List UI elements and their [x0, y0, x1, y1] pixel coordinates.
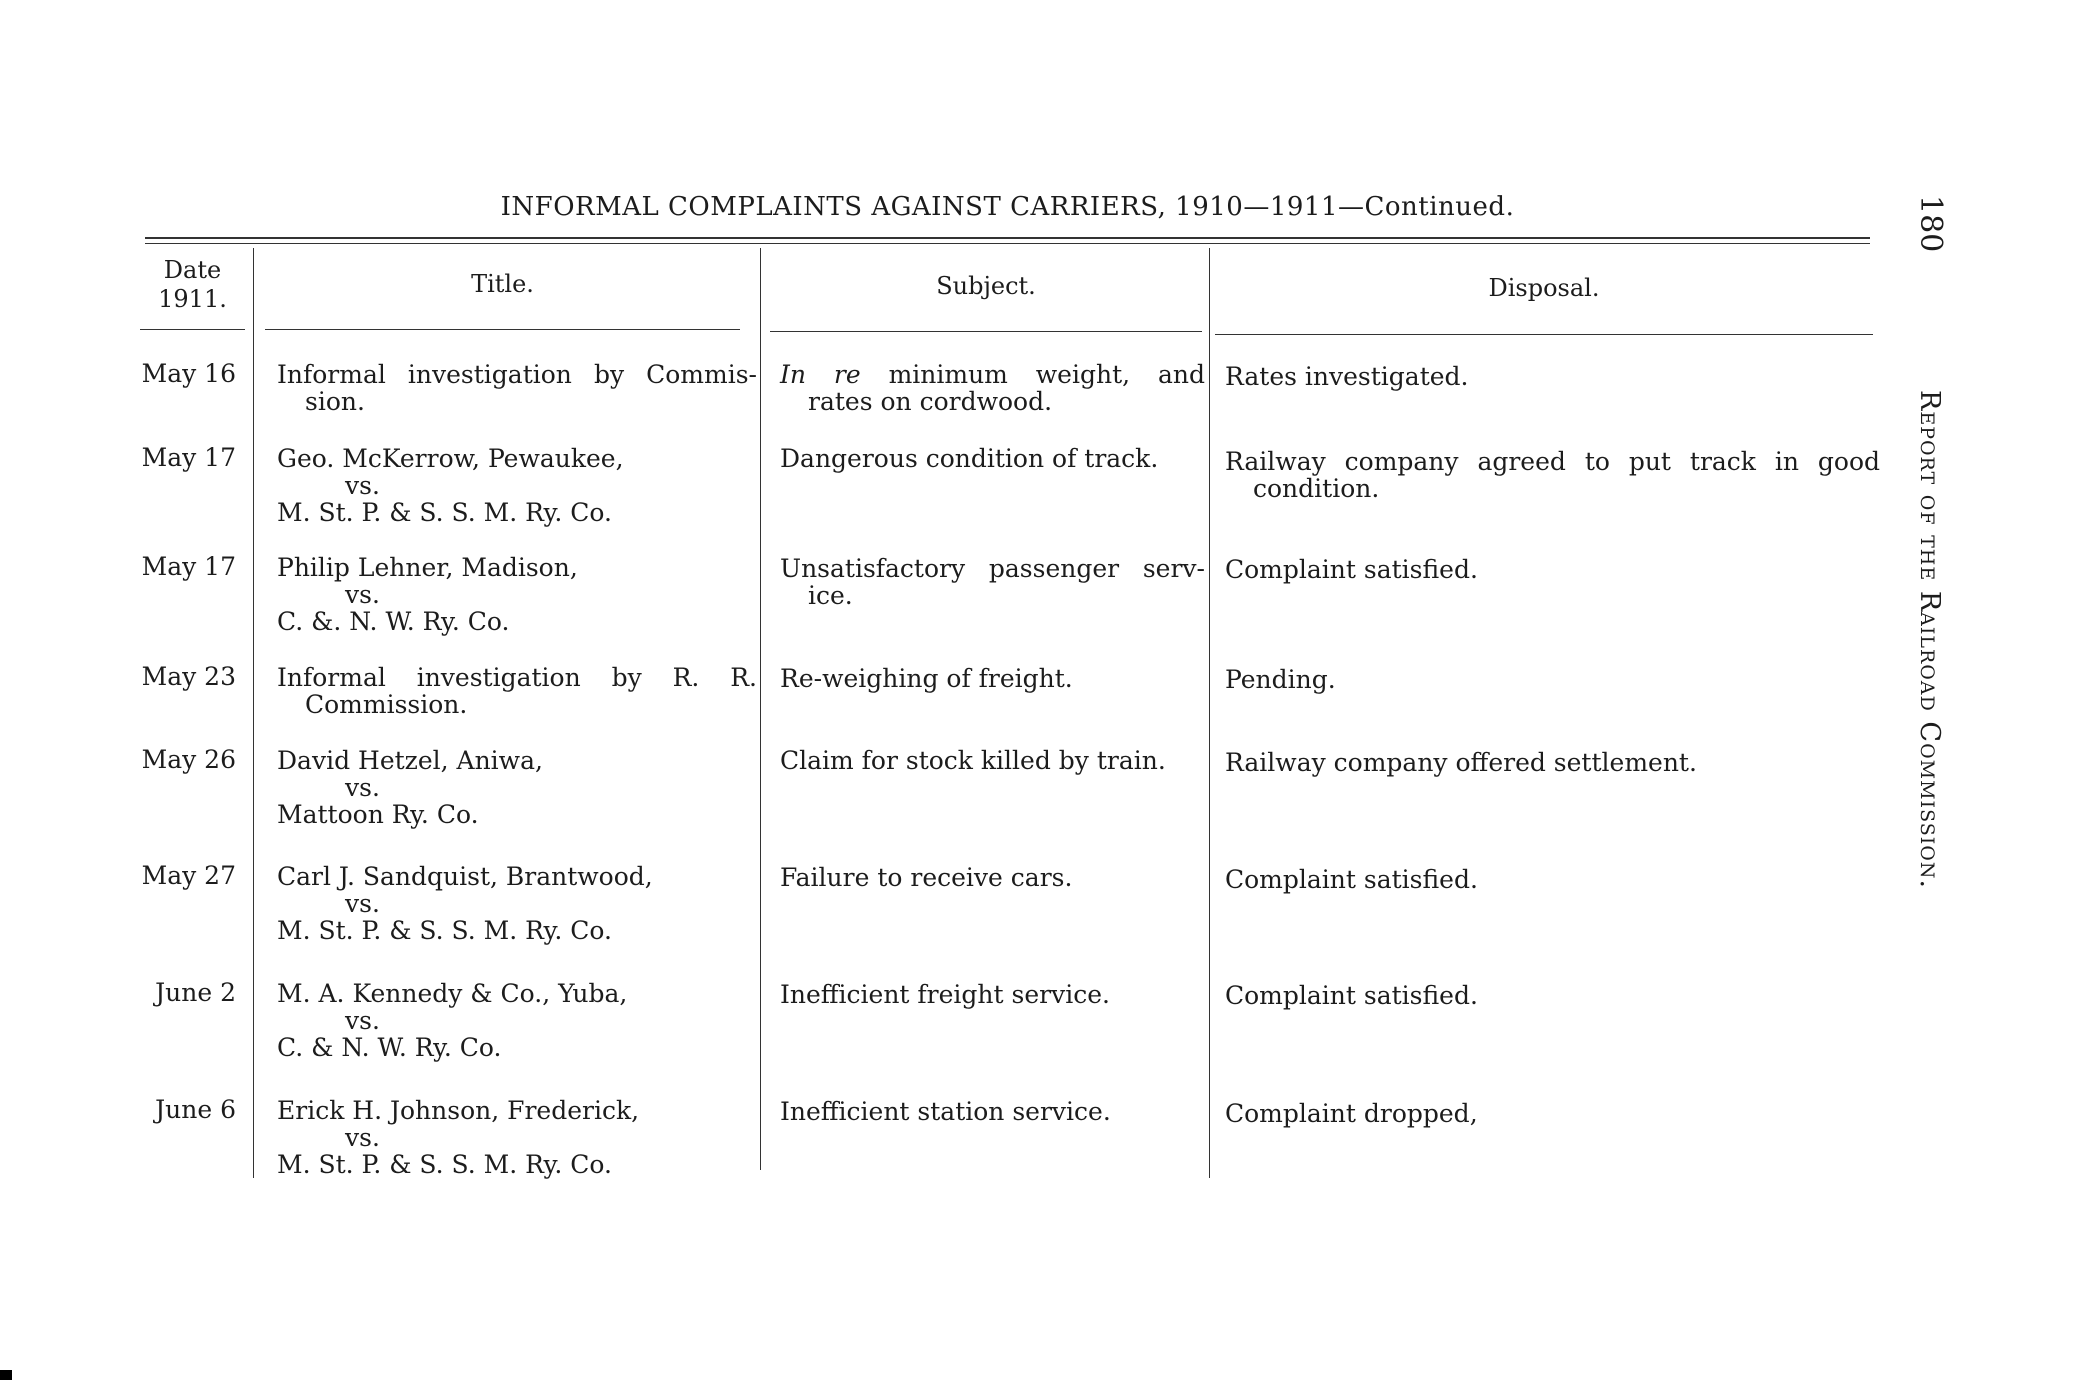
head-underline-subject — [770, 331, 1202, 332]
top-rule-thin — [145, 243, 1870, 244]
row-8-disposal — [1225, 1100, 1880, 1127]
row-1-subject-emphasis: In re — [780, 360, 861, 389]
row-3-title-line2: C. &. N. W. Ry. Co. — [277, 607, 510, 636]
row-6-subject-line1: Failure to receive cars. — [780, 863, 1073, 892]
row-7-title-vs: vs. — [345, 1006, 380, 1035]
row-7-disposal — [1225, 982, 1880, 1009]
row-3-subject-line2: ice. — [808, 581, 853, 610]
row-8-disposal-line1: Complaint dropped, — [1225, 1099, 1478, 1128]
row-5-subject-line1: Claim for stock killed by train. — [780, 746, 1166, 775]
row-4-disposal-line1: Pending. — [1225, 665, 1336, 694]
row-1-date: May 16 — [141, 359, 236, 388]
header-subject: Subject. — [936, 272, 1036, 300]
header-date — [140, 256, 245, 314]
row-2-title-line1: Geo. McKerrow, Pewaukee, — [277, 444, 624, 473]
row-2-subject — [780, 445, 1205, 472]
head-underline-title — [265, 329, 740, 330]
row-3-disposal — [1225, 556, 1880, 583]
row-8-date: June 6 — [155, 1095, 236, 1124]
row-1-subject — [780, 361, 1205, 415]
row-8-title-vs: vs. — [345, 1123, 380, 1152]
row-8-title — [277, 1097, 757, 1178]
page-number: 180 — [1913, 195, 1948, 253]
header-title: Title. — [471, 270, 534, 298]
row-4-subject — [780, 665, 1205, 692]
row-6-title — [277, 863, 757, 944]
row-6-date: May 27 — [141, 861, 236, 890]
row-2-disposal-line1: Railway company agreed to put track in good — [1225, 447, 1880, 476]
row-5-date: May 26 — [141, 745, 236, 774]
row-1-disposal-line1: Rates investigated. — [1225, 362, 1469, 391]
head-underline-date — [140, 329, 245, 330]
row-7-subject — [780, 981, 1205, 1008]
row-6-disposal — [1225, 866, 1880, 893]
col-rule-1 — [253, 248, 254, 1178]
row-2-disposal — [1225, 448, 1880, 502]
row-8-title-line1: Erick H. Johnson, Frederick, — [277, 1096, 640, 1125]
row-4-disposal — [1225, 666, 1880, 693]
row-2-title-vs: vs. — [345, 471, 380, 500]
row-5-title — [277, 747, 757, 828]
running-head: Report of the Railroad Commission. — [1914, 390, 1945, 890]
row-1-subject-line1-wrap — [780, 361, 1205, 388]
row-4-title — [277, 664, 757, 718]
row-1-title-line2: sion. — [305, 387, 365, 416]
page-title: INFORMAL COMPLAINTS AGAINST CARRIERS, 1910—1911—Continued. — [500, 192, 1515, 222]
row-1-title-line1: Informal investigation by Commis- — [277, 360, 757, 389]
row-5-title-line2: Mattoon Ry. Co. — [277, 800, 479, 829]
row-4-title-line2: Commission. — [305, 690, 468, 719]
head-underline-disposal — [1215, 334, 1873, 335]
row-1-subject-line1: minimum weight, and — [888, 360, 1205, 389]
row-6-title-line2: M. St. P. & S. S. M. Ry. Co. — [277, 916, 612, 945]
row-3-title-line1: Philip Lehner, Madison, — [277, 553, 578, 582]
col-rule-3 — [1209, 248, 1210, 1178]
row-7-subject-line1: Inefficient freight service. — [780, 980, 1110, 1009]
row-7-date: June 2 — [155, 978, 236, 1007]
row-5-disposal — [1225, 749, 1880, 776]
row-5-title-line1: David Hetzel, Aniwa, — [277, 746, 543, 775]
row-4-title-line1: Informal investigation by R. R. — [277, 663, 757, 692]
row-6-title-line1: Carl J. Sandquist, Brantwood, — [277, 862, 653, 891]
row-3-title — [277, 554, 757, 635]
row-3-subject-line1: Unsatisfactory passenger serv- — [780, 554, 1205, 583]
row-5-subject — [780, 747, 1205, 774]
row-7-title — [277, 980, 757, 1061]
header-disposal: Disposal. — [1488, 274, 1600, 302]
row-6-title-vs: vs. — [345, 889, 380, 918]
row-2-disposal-line2: condition. — [1253, 474, 1380, 503]
row-5-title-vs: vs. — [345, 773, 380, 802]
row-8-title-line2: M. St. P. & S. S. M. Ry. Co. — [277, 1150, 612, 1179]
row-2-subject-line1: Dangerous condition of track. — [780, 444, 1159, 473]
scan-edge-mark — [0, 1370, 12, 1380]
row-3-title-vs: vs. — [345, 580, 380, 609]
row-7-title-line1: M. A. Kennedy & Co., Yuba, — [277, 979, 628, 1008]
row-2-title — [277, 445, 757, 526]
row-6-subject — [780, 864, 1205, 891]
row-1-disposal — [1225, 363, 1880, 390]
row-4-subject-line1: Re-weighing of freight. — [780, 664, 1073, 693]
header-date-line1: Date — [163, 256, 222, 284]
row-4-date: May 23 — [141, 662, 236, 691]
row-3-disposal-line1: Complaint satisfied. — [1225, 555, 1478, 584]
row-2-title-line2: M. St. P. & S. S. M. Ry. Co. — [277, 498, 612, 527]
row-7-disposal-line1: Complaint satisfied. — [1225, 981, 1478, 1010]
row-6-disposal-line1: Complaint satisfied. — [1225, 865, 1478, 894]
top-rule-thick — [145, 237, 1870, 239]
row-2-date: May 17 — [141, 443, 236, 472]
row-5-disposal-line1: Railway company offered settlement. — [1225, 748, 1697, 777]
row-3-date: May 17 — [141, 552, 236, 581]
col-rule-2 — [760, 248, 761, 1170]
row-1-subject-line2: rates on cordwood. — [808, 387, 1053, 416]
row-8-subject-line1: Inefficient station service. — [780, 1097, 1111, 1126]
header-date-line2: 1911. — [158, 285, 227, 313]
row-3-subject — [780, 555, 1205, 609]
row-1-title — [277, 361, 757, 415]
row-7-title-line2: C. & N. W. Ry. Co. — [277, 1033, 502, 1062]
row-8-subject — [780, 1098, 1205, 1125]
